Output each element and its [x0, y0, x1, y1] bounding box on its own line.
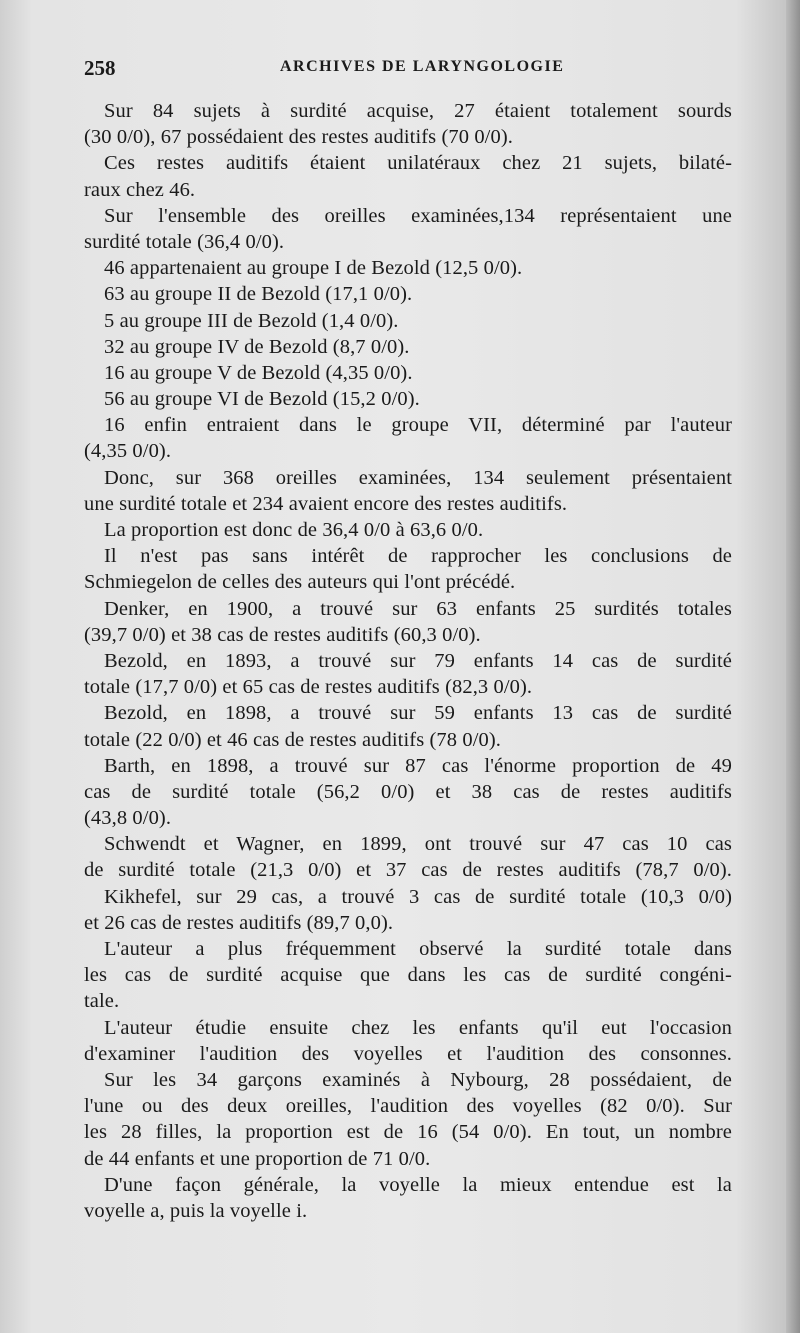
text-line: de surdité totale (21,3 0/0) et 37 cas de restes auditifs (78,7 0/0).: [84, 859, 732, 882]
text-line: d'examiner l'audition des voyelles et l'audition des consonnes.: [84, 1042, 732, 1065]
text-line: Sur l'ensemble des oreilles examinées,134 représentaient une: [104, 204, 732, 227]
text-line: Sur les 34 garçons examinés à Nybourg, 28 possédaient, de: [104, 1068, 732, 1091]
text-line: 56 au groupe VI de Bezold (15,2 0/0).: [104, 388, 420, 411]
text-line: Ces restes auditifs étaient unilatéraux chez 21 sujets, bilaté-: [104, 152, 732, 175]
text-line: cas de surdité totale (56,2 0/0) et 38 cas de restes auditifs: [84, 780, 732, 803]
text-line: (4,35 0/0).: [84, 440, 172, 463]
text-line: La proportion est donc de 36,4 0/0 à 63,6 0/0.: [104, 519, 484, 541]
text-line: Kikhefel, sur 29 cas, a trouvé 3 cas de surdité totale (10,3 0/0): [104, 885, 732, 908]
text-line: 32 au groupe IV de Bezold (8,7 0/0).: [104, 335, 410, 358]
text-line: totale (17,7 0/0) et 65 cas de restes auditifs (82,3 0/0).: [84, 676, 533, 699]
text-line: L'auteur étudie ensuite chez les enfants qu'il eut l'occasion: [104, 1016, 732, 1039]
text-line: et 26 cas de restes auditifs (89,7 0,0).: [84, 911, 394, 934]
text-line: une surdité totale et 234 avaient encore des restes auditifs.: [84, 492, 568, 515]
page-edge-shadow: [786, 0, 800, 1333]
text-line: Bezold, en 1893, a trouvé sur 79 enfants 14 cas de surdité: [104, 649, 732, 672]
text-line: Sur 84 sujets à surdité acquise, 27 étaient totalement sourds: [104, 100, 732, 122]
text-line: 46 appartenaient au groupe I de Bezold (12,5 0/0).: [104, 257, 523, 280]
text-line: Schmiegelon de celles des auteurs qui l'ont précédé.: [84, 571, 516, 594]
text-line: Schwendt et Wagner, en 1899, ont trouvé sur 47 cas 10 cas: [104, 833, 732, 856]
text-line: D'une façon générale, la voyelle la mieux entendue est la: [104, 1173, 732, 1196]
text-line: raux chez 46.: [84, 178, 196, 201]
text-line: 5 au groupe III de Bezold (1,4 0/0).: [104, 309, 399, 332]
running-title: ARCHIVES DE LARYNGOLOGIE: [280, 58, 565, 75]
page-header: [84, 56, 730, 84]
text-line: 63 au groupe II de Bezold (17,1 0/0).: [104, 283, 413, 306]
text-line: (43,8 0/0).: [84, 807, 172, 830]
text-line: Denker, en 1900, a trouvé sur 63 enfants 25 surdités totales: [104, 597, 732, 620]
text-line: surdité totale (36,4 0/0).: [84, 230, 285, 253]
text-line: Barth, en 1898, a trouvé sur 87 cas l'énorme proportion de 49: [104, 754, 732, 777]
text-line: Il n'est pas sans intérêt de rapprocher les conclusions de: [104, 545, 732, 568]
text-line: 16 au groupe V de Bezold (4,35 0/0).: [104, 361, 413, 384]
text-line: Bezold, en 1898, a trouvé sur 59 enfants 13 cas de surdité: [104, 702, 732, 725]
text-line: (30 0/0), 67 possédaient des restes auditifs (70 0/0).: [84, 126, 513, 149]
text-line: de 44 enfants et une proportion de 71 0/0.: [84, 1147, 431, 1170]
page-number: 258: [84, 56, 116, 80]
text-line: voyelle a, puis la voyelle i.: [84, 1199, 308, 1222]
text-line: Donc, sur 368 oreilles examinées, 134 seulement présentaient: [104, 466, 732, 489]
text-line: les cas de surdité acquise que dans les cas de surdité congéni-: [84, 964, 732, 987]
text-line: les 28 filles, la proportion est de 16 (54 0/0). En tout, un nombre: [84, 1121, 732, 1144]
text-line: totale (22 0/0) et 46 cas de restes auditifs (78 0/0).: [84, 728, 501, 751]
text-line: L'auteur a plus fréquemment observé la surdité totale dans: [104, 938, 732, 960]
text-line: (39,7 0/0) et 38 cas de restes auditifs (60,3 0/0).: [84, 623, 481, 646]
body-text: [84, 98, 732, 1224]
text-line: 16 enfin entraient dans le groupe VII, déterminé par l'auteur: [104, 414, 732, 437]
text-line: tale.: [84, 990, 120, 1013]
text-line: l'une ou des deux oreilles, l'audition des voyelles (82 0/0). Sur: [84, 1095, 732, 1118]
